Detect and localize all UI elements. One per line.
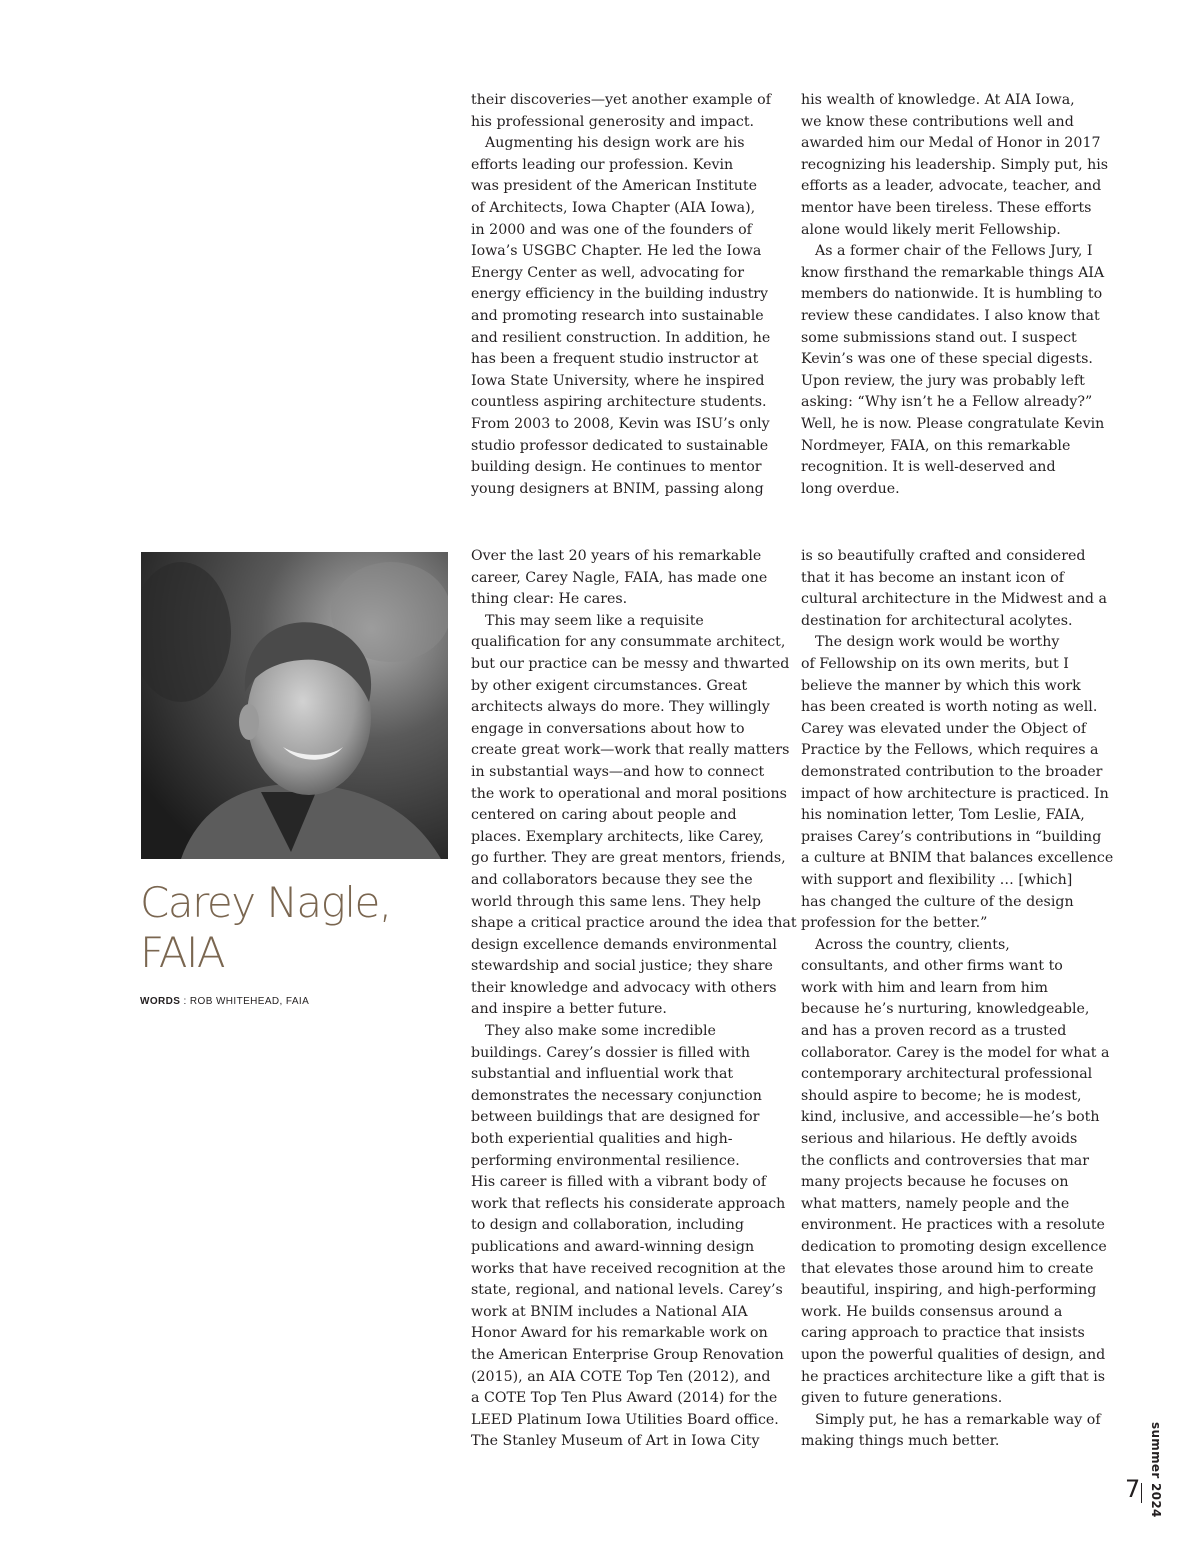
- article-column-2-line: beautiful, inspiring, and high-performing: [801, 1282, 1097, 1299]
- article-column-1-line: His career is filled with a vibrant body of: [471, 1174, 767, 1191]
- article-continued-column-1-line: Iowa’s USGBC Chapter. He led the Iowa: [471, 243, 762, 260]
- article-column-2-line: collaborator. Carey is the model for what a: [801, 1044, 1110, 1061]
- article-column-2-line: serious and hilarious. He deftly avoids: [801, 1131, 1078, 1148]
- article-column-1-line: demonstrates the necessary conjunction: [471, 1087, 762, 1104]
- article-column-2-line: Simply put, he has a remarkable way of: [815, 1411, 1101, 1428]
- article-column-2-line: a culture at BNIM that balances excellence: [801, 850, 1114, 867]
- article-column-1-line: by other exigent circumstances. Great: [471, 677, 748, 694]
- article-continued-column-2: [801, 90, 1116, 500]
- profile-name-line-1: Carey Nagle,: [140, 878, 391, 927]
- article-column-2-line: cultural architecture in the Midwest and a: [801, 591, 1107, 608]
- article-column-1-line: architects always do more. They willingly: [471, 699, 770, 716]
- article-column-2-line: is so beautifully crafted and considered: [801, 548, 1086, 564]
- article-column-1-line: works that have received recognition at the: [471, 1260, 786, 1277]
- article-column-2-line: believe the manner by which this work: [801, 677, 1081, 694]
- article-column-2-line: and has a proven record as a trusted: [801, 1023, 1067, 1040]
- article-column-2-line: work with him and learn from him: [801, 979, 1048, 996]
- article-continued-column-1-line: and resilient construction. In addition, he: [471, 329, 771, 346]
- article-column-2-line: Practice by the Fellows, which requires a: [801, 742, 1099, 759]
- article-column-2-line: dedication to promoting design excellence: [801, 1239, 1107, 1255]
- article-column-1-line: to design and collaboration, including: [471, 1217, 744, 1234]
- article-column-1-line: LEED Platinum Iowa Utilities Board office.: [471, 1411, 779, 1428]
- article-column-2-line: profession for the better.”: [801, 915, 988, 932]
- article-column-1-line: career, Carey Nagle, FAIA, has made one: [471, 569, 768, 586]
- article-column-1-line: work at BNIM includes a National AIA: [471, 1303, 748, 1320]
- profile-name-line-2: FAIA: [140, 928, 225, 977]
- byline: [140, 996, 309, 1007]
- article-column-2-line: Across the country, clients,: [815, 936, 1010, 953]
- article-continued-column-2-line: awarded him our Medal of Honor in 2017: [801, 135, 1101, 152]
- article-column-1-line: (2015), an AIA COTE Top Ten (2012), and: [471, 1368, 771, 1385]
- article-column-1-line: publications and award-winning design: [471, 1239, 755, 1255]
- article-column-1-line: qualification for any consummate architect,: [471, 634, 786, 651]
- article-continued-column-1-line: countless aspiring architecture students.: [471, 394, 767, 411]
- article-continued-column-1-line: studio professor dedicated to sustainable: [471, 437, 769, 454]
- article-column-1-line: work that reflects his considerate approach: [471, 1195, 786, 1212]
- article-column-2-line: work. He builds consensus around a: [801, 1303, 1063, 1320]
- article-column-2-line: Carey was elevated under the Object of: [801, 720, 1087, 737]
- article-column-1-line: thing clear: He cares.: [471, 591, 628, 608]
- article-column-2-line: caring approach to practice that insists: [801, 1325, 1085, 1342]
- article-column-1-line: the American Enterprise Group Renovation: [471, 1346, 784, 1363]
- article-continued-column-1-line: energy efficiency in the building industry: [471, 286, 769, 303]
- article-column-2: [801, 546, 1116, 1453]
- article-continued-column-2-line: alone would likely merit Fellowship.: [801, 221, 1061, 238]
- article-column-2-line: kind, inclusive, and accessible—he’s both: [801, 1109, 1100, 1126]
- article-column-1-line: This may seem like a requisite: [485, 612, 704, 629]
- issue-label: summer 2024: [1149, 1422, 1163, 1518]
- article-column-1-line: Honor Award for his remarkable work on: [471, 1325, 768, 1342]
- article-column-2-line: his nomination letter, Tom Leslie, FAIA,: [801, 807, 1085, 824]
- article-column-2-line: contemporary architectural professional: [801, 1066, 1093, 1083]
- article-continued-column-2-line: asking: “Why isn’t he a Fellow already?”: [801, 394, 1093, 411]
- article-column-2-line: that elevates those around him to create: [801, 1260, 1094, 1277]
- article-continued-column-2-line: recognizing his leadership. Simply put, his: [801, 156, 1109, 173]
- article-column-2-line: with support and flexibility … [which]: [801, 871, 1073, 888]
- article-column-1-line: They also make some incredible: [485, 1023, 716, 1040]
- page-number: 7: [1125, 1475, 1141, 1503]
- article-continued-column-2-line: Upon review, the jury was probably left: [801, 372, 1085, 389]
- article-column-1-line: shape a critical practice around the idea that: [471, 915, 797, 932]
- byline-separator: :: [180, 996, 190, 1007]
- article-continued-column-1-line: From 2003 to 2008, Kevin was ISU’s only: [471, 415, 770, 432]
- article-column-2-line: should aspire to become; he is modest,: [801, 1087, 1082, 1104]
- article-continued-column-2-line: mentor have been tireless. These efforts: [801, 199, 1092, 216]
- article-column-2-line: demonstrated contribution to the broader: [801, 763, 1103, 780]
- article-column-2-line: the conflicts and controversies that mar: [801, 1152, 1090, 1169]
- article-column-1-line: centered on caring about people and: [471, 807, 737, 824]
- article-column-1-line: state, regional, and national levels. Carey’s: [471, 1282, 783, 1299]
- article-continued-column-2-line: his wealth of knowledge. At AIA Iowa,: [801, 92, 1075, 108]
- article-continued-column-2-line: Well, he is now. Please congratulate Kevin: [801, 415, 1105, 432]
- article-continued-column-2-line: members do nationwide. It is humbling to: [801, 286, 1103, 303]
- article-continued-column-2-line: we know these contributions well and: [801, 113, 1074, 130]
- article-continued-column-2-line: review these candidates. I also know that: [801, 307, 1100, 324]
- portrait-illustration: [141, 552, 448, 859]
- article-column-2-line: praises Carey’s contributions in “building: [801, 828, 1102, 845]
- article-column-2-line: has been created is worth noting as well.: [801, 699, 1098, 716]
- article-column-1-line: The Stanley Museum of Art in Iowa City: [471, 1433, 760, 1450]
- article-column-2-line: of Fellowship on its own merits, but I: [801, 655, 1069, 672]
- article-continued-column-2-line: some submissions stand out. I suspect: [801, 329, 1077, 346]
- article-continued-column-1-line: Augmenting his design work are his: [485, 135, 745, 152]
- article-column-2-line: The design work would be worthy: [815, 634, 1060, 651]
- portrait-photo: [141, 552, 448, 859]
- article-column-2-line: what matters, namely people and the: [801, 1195, 1070, 1212]
- article-column-1-line: world through this same lens. They help: [471, 893, 761, 910]
- article-column-1-line: and inspire a better future.: [471, 1001, 667, 1018]
- article-column-1-line: places. Exemplary architects, like Carey,: [471, 828, 764, 845]
- article-continued-column-1-line: and promoting research into sustainable: [471, 307, 764, 324]
- article-continued-column-1-line: of Architects, Iowa Chapter (AIA Iowa),: [471, 199, 756, 216]
- article-column-1-line: their knowledge and advocacy with others: [471, 979, 777, 996]
- article-continued-column-1-line: his professional generosity and impact.: [471, 113, 755, 130]
- article-column-2-line: he practices architecture like a gift that is: [801, 1368, 1106, 1385]
- article-column-2-line: many projects because he focuses on: [801, 1174, 1069, 1191]
- article-column-2-line: destination for architectural acolytes.: [801, 612, 1073, 629]
- article-column-1-line: and collaborators because they see the: [471, 871, 753, 888]
- article-column-1-line: engage in conversations about how to: [471, 720, 745, 737]
- byline-author: ROB WHITEHEAD, FAIA: [189, 996, 310, 1007]
- article-column-1-line: stewardship and social justice; they share: [471, 958, 773, 975]
- article-column-2-line: consultants, and other firms want to: [801, 958, 1063, 975]
- article-continued-column-1-line: young designers at BNIM, passing along: [471, 480, 764, 497]
- article-column-2-line: upon the powerful qualities of design, and: [801, 1346, 1106, 1363]
- article-continued-column-1-line: efforts leading our profession. Kevin: [471, 156, 734, 173]
- article-continued-column-1-line: building design. He continues to mentor: [471, 459, 762, 476]
- article-continued-column-1-line: their discoveries—yet another example of: [471, 92, 771, 108]
- article-column-2-line: impact of how architecture is practiced. In: [801, 785, 1109, 802]
- folio-divider: [1141, 1483, 1142, 1503]
- article-column-1-line: go further. They are great mentors, friends,: [471, 850, 786, 867]
- article-continued-column-2-line: Nordmeyer, FAIA, on this remarkable: [801, 437, 1071, 454]
- profile-name-heading: [140, 878, 460, 978]
- article-column-2-line: because he’s nurturing, knowledgeable,: [801, 1001, 1090, 1018]
- article-column-2-line: that it has become an instant icon of: [801, 569, 1065, 586]
- article-continued-column-2-line: As a former chair of the Fellows Jury, I: [815, 243, 1093, 260]
- article-column-2-line: has changed the culture of the design: [801, 893, 1074, 910]
- article-continued-column-1: [471, 90, 776, 500]
- article-column-1-line: performing environmental resilience.: [471, 1152, 740, 1169]
- article-column-2-line: given to future generations.: [801, 1390, 1003, 1407]
- article-column-1-line: buildings. Carey’s dossier is filled with: [471, 1044, 751, 1061]
- article-column-1-line: the work to operational and moral positions: [471, 785, 787, 802]
- article-continued-column-1-line: in 2000 and was one of the founders of: [471, 221, 752, 238]
- article-column-1-line: substantial and influential work that: [471, 1066, 734, 1083]
- article-column-1: [471, 546, 797, 1453]
- article-column-1-line: in substantial ways—and how to connect: [471, 763, 765, 780]
- article-continued-column-1-line: Iowa State University, where he inspired: [471, 372, 765, 389]
- article-column-1-line: design excellence demands environmental: [471, 936, 777, 953]
- article-continued-column-1-line: has been a frequent studio instructor at: [471, 351, 759, 368]
- article-continued-column-2-line: recognition. It is well-deserved and: [801, 459, 1056, 476]
- byline-label: WORDS: [140, 996, 181, 1007]
- article-column-1-line: but our practice can be messy and thwarted: [471, 655, 790, 672]
- article-column-1-line: between buildings that are designed for: [471, 1109, 760, 1126]
- article-continued-column-2-line: Kevin’s was one of these special digests.: [801, 351, 1093, 368]
- article-column-1-line: a COTE Top Ten Plus Award (2014) for the: [471, 1390, 778, 1407]
- article-continued-column-2-line: efforts as a leader, advocate, teacher, and: [801, 178, 1102, 195]
- article-continued-column-1-line: Energy Center as well, advocating for: [471, 264, 744, 281]
- article-continued-column-1-line: was president of the American Institute: [471, 178, 758, 195]
- article-column-1-line: create great work—work that really matters: [471, 742, 790, 759]
- article-continued-column-2-line: long overdue.: [801, 480, 900, 497]
- article-column-2-line: making things much better.: [801, 1433, 1000, 1450]
- article-continued-column-2-line: know firsthand the remarkable things AIA: [801, 264, 1105, 281]
- article-column-1-line: both experiential qualities and high-: [471, 1131, 733, 1148]
- article-column-2-line: environment. He practices with a resolute: [801, 1217, 1105, 1234]
- article-column-1-line: Over the last 20 years of his remarkable: [471, 548, 762, 564]
